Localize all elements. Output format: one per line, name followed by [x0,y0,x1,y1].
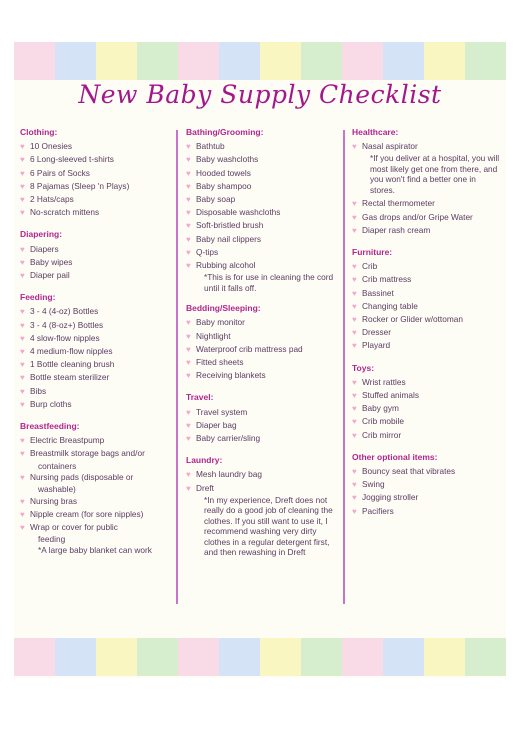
stripe-block [301,638,342,676]
item-label: Mesh laundry bag [196,469,262,480]
heart-bullet-icon: ♥ [352,430,357,440]
section-title: Healthcare: [352,127,399,137]
checklist-item [186,167,334,180]
section-title: Laundry: [186,455,223,466]
checklist-item [352,465,502,478]
checklist-item [352,140,502,153]
item-label: Changing table [362,300,418,311]
item-label: 6 Long-sleeved t-shirts [30,154,114,165]
section-title: Other optional items: [352,451,438,462]
heart-bullet-icon: ♥ [352,315,357,325]
checklist-item [186,316,334,329]
item-label: Rubbing alcohol [196,260,256,271]
heart-bullet-icon: ♥ [186,371,191,381]
heart-bullet-icon: ♥ [352,288,357,298]
heart-bullet-icon: ♥ [20,360,25,370]
heart-bullet-icon: ♥ [20,510,25,520]
item-label: 3 - 4 (4-oz) Bottles [30,306,99,317]
heart-bullet-icon: ♥ [352,391,357,401]
checklist-section [352,126,502,237]
checklist-item [186,153,334,166]
item-label: Jogging stroller [362,492,419,503]
heart-bullet-icon: ♥ [20,320,25,330]
checklist-section [186,391,334,445]
checklist-item [186,432,334,445]
checklist-section [186,126,334,293]
item-label: Swing [362,479,385,490]
heart-bullet-icon: ♥ [352,506,357,516]
stripe-block [96,42,137,80]
heart-bullet-icon: ♥ [352,199,357,209]
item-label: Baby washcloths [196,154,259,165]
checklist-item [20,332,168,345]
item-continuation: containers [38,460,77,471]
checklist-item [20,305,168,318]
checklist-item [186,140,334,153]
stripe-block [219,638,260,676]
item-label: Baby gym [362,403,399,414]
item-label: Bouncy seat that vibrates [362,466,456,477]
column-1 [20,126,168,564]
heart-bullet-icon: ♥ [352,212,357,222]
stripe-block [14,638,55,676]
item-label: Gas drops and/or Gripe Water [362,211,473,222]
checklist-item [20,385,168,398]
checklist-item [352,326,502,339]
checklist-item [352,211,502,224]
heart-bullet-icon: ♥ [20,333,25,343]
checklist-item [20,508,168,521]
stripe-block [383,638,424,676]
heart-bullet-icon: ♥ [186,358,191,368]
item-label: Breastmilk storage bags and/or [30,448,145,459]
checklist-item [186,219,334,232]
heart-bullet-icon: ♥ [352,301,357,311]
checklist-item [352,478,502,491]
checklist-item [352,389,502,402]
checklist-section [20,126,168,219]
heart-bullet-icon: ♥ [186,155,191,165]
heart-bullet-icon: ♥ [186,331,191,341]
heart-bullet-icon: ♥ [186,483,191,493]
heart-bullet-icon: ♥ [352,493,357,503]
section-title: Toys: [352,362,375,373]
checklist-item [20,180,168,193]
checklist-item [352,429,502,442]
heart-bullet-icon: ♥ [352,262,357,272]
checklist-item [352,287,502,300]
heart-bullet-icon: ♥ [20,271,25,281]
item-label: Crib mirror [362,429,402,440]
checklist-section [20,291,168,411]
item-label: 10 Onesies [30,141,72,152]
stripe-block [424,638,465,676]
checklist-item [186,259,334,272]
bottom-color-stripe [14,638,506,676]
checklist-item [186,330,334,343]
heart-bullet-icon: ♥ [186,261,191,271]
checklist-item [20,434,168,447]
checklist-item [20,471,168,484]
item-label: Bassinet [362,287,394,298]
item-label: Stuffed animals [362,390,420,401]
item-label: Wrap or cover for public [30,522,118,533]
checklist-section [186,454,334,558]
checklist-item [186,406,334,419]
section-title: Furniture: [352,247,393,258]
heart-bullet-icon: ♥ [20,142,25,152]
checklist-item [20,398,168,411]
checklist-item [20,371,168,384]
item-label: Disposable washcloths [196,207,281,218]
item-label: Baby nail clippers [196,233,262,244]
stripe-block [342,638,383,676]
item-continuation: washable) [38,484,76,495]
checklist-item [20,495,168,508]
heart-bullet-icon: ♥ [352,142,357,152]
checklist-item [352,260,502,273]
section-title: Clothing: [20,127,58,137]
heart-bullet-icon: ♥ [352,480,357,490]
checklist-item [20,521,168,534]
item-label: Rectal thermometer [362,198,435,209]
item-label: Diaper pail [30,270,70,281]
heart-bullet-icon: ♥ [20,257,25,267]
stripe-block [219,42,260,80]
heart-bullet-icon: ♥ [186,344,191,354]
stripe-block [424,42,465,80]
item-note: *If you deliver at a hospital, you will most likely get one from there, and you won't find a better one in stores. [370,153,500,195]
item-label: 1 Bottle cleaning brush [30,359,115,370]
checklist-item [186,468,334,481]
heart-bullet-icon: ♥ [186,407,191,417]
stripe-block [260,42,301,80]
column-3 [352,126,502,527]
checklist-item [20,358,168,371]
heart-bullet-icon: ♥ [186,168,191,178]
checklist-item [352,402,502,415]
item-label: Nightlight [196,330,231,341]
heart-bullet-icon: ♥ [20,373,25,383]
checklist-item [20,319,168,332]
item-note: *This is for use in cleaning the cord until it falls off. [204,272,334,293]
heart-bullet-icon: ♥ [20,473,25,483]
checklist-item [352,300,502,313]
checklist-item [352,376,502,389]
checklist-section [186,302,334,382]
stripe-block [465,42,506,80]
heart-bullet-icon: ♥ [186,318,191,328]
checklist-item [20,167,168,180]
item-label: Nipple cream (for sore nipples) [30,509,144,520]
checklist-item [20,206,168,219]
section-title: Bathing/Grooming: [186,127,264,137]
stripe-block [96,638,137,676]
item-label: No-scratch mittens [30,207,100,218]
heart-bullet-icon: ♥ [20,168,25,178]
heart-bullet-icon: ♥ [20,449,25,459]
item-label: Baby carrier/sling [196,433,261,444]
checklist-item [186,369,334,382]
column-divider [343,130,345,604]
section-title: Bedding/Sleeping: [186,303,261,314]
item-label: Crib mattress [362,274,412,285]
stripe-block [342,42,383,80]
stripe-block [55,638,96,676]
checklist-item [186,343,334,356]
checklist-item [352,415,502,428]
column-2 [186,126,334,567]
heart-bullet-icon: ♥ [20,307,25,317]
heart-bullet-icon: ♥ [186,195,191,205]
heart-bullet-icon: ♥ [186,181,191,191]
heart-bullet-icon: ♥ [20,399,25,409]
heart-bullet-icon: ♥ [20,523,25,533]
heart-bullet-icon: ♥ [352,225,357,235]
checklist-section [352,451,502,518]
item-label: Crib [362,261,378,272]
stripe-block [137,42,178,80]
heart-bullet-icon: ♥ [352,467,357,477]
checklist-item [186,419,334,432]
checklist-item [186,233,334,246]
stripe-block [55,42,96,80]
item-label: Nasal aspirator [362,141,418,152]
item-label: Waterproof crib mattress pad [196,343,303,354]
heart-bullet-icon: ♥ [20,155,25,165]
item-label: Q-tips [196,246,219,257]
stripe-block [260,638,301,676]
item-label: Soft-bristled brush [196,220,264,231]
item-label: Baby monitor [196,317,245,328]
checklist-section [20,420,168,555]
item-label: Diaper rash cream [362,224,431,235]
checklist-item [20,345,168,358]
heart-bullet-icon: ♥ [186,208,191,218]
checklist-item [20,256,168,269]
item-label: Fitted sheets [196,357,244,368]
item-label: 6 Pairs of Socks [30,167,90,178]
checklist-item [352,273,502,286]
checklist-item [20,140,168,153]
checklist-item [186,482,334,495]
item-label: 4 medium-flow nipples [30,346,113,357]
checklist-section [20,228,168,282]
heart-bullet-icon: ♥ [352,417,357,427]
checklist-item [20,193,168,206]
heart-bullet-icon: ♥ [186,234,191,244]
heart-bullet-icon: ♥ [352,404,357,414]
checklist-item [20,447,168,460]
checklist-item [352,224,502,237]
heart-bullet-icon: ♥ [186,470,191,480]
item-label: Bathtub [196,141,225,152]
checklist-item [186,180,334,193]
section-title: Travel: [186,392,214,403]
checklist-item [20,153,168,166]
heart-bullet-icon: ♥ [20,208,25,218]
page-title: New Baby Supply Checklist [78,80,442,109]
item-label: Diaper bag [196,419,237,430]
checklist-section [352,246,502,353]
heart-bullet-icon: ♥ [20,436,25,446]
heart-bullet-icon: ♥ [20,386,25,396]
checklist-item [20,269,168,282]
item-label: Nursing bras [30,495,78,506]
heart-bullet-icon: ♥ [352,328,357,338]
checklist-item [352,505,502,518]
item-label: Baby shampoo [196,180,252,191]
item-label: Pacifiers [362,505,394,516]
heart-bullet-icon: ♥ [20,195,25,205]
item-label: Bibs [30,385,47,396]
item-label: Playard [362,340,391,351]
checklist-item [352,313,502,326]
item-label: Dresser [362,327,392,338]
checklist-item [186,356,334,369]
section-title: Breastfeeding: [20,421,80,432]
stripe-block [301,42,342,80]
stripe-block [465,638,506,676]
item-note: *A large baby blanket can work [38,544,152,555]
stripe-block [178,42,219,80]
item-label: Nursing pads (disposable or [30,472,134,483]
heart-bullet-icon: ♥ [186,434,191,444]
section-title: Diapering: [20,229,63,240]
heart-bullet-icon: ♥ [186,142,191,152]
heart-bullet-icon: ♥ [20,496,25,506]
stripe-block [137,638,178,676]
stripe-block [14,42,55,80]
item-label: Baby soap [196,194,236,205]
item-label: 8 Pajamas (Sleep 'n Plays) [30,180,130,191]
heart-bullet-icon: ♥ [352,341,357,351]
heart-bullet-icon: ♥ [20,347,25,357]
heart-bullet-icon: ♥ [352,275,357,285]
top-color-stripe [14,42,506,80]
section-title: Feeding: [20,292,56,303]
heart-bullet-icon: ♥ [20,244,25,254]
item-label: Crib mobile [362,416,404,427]
column-divider [176,130,178,604]
checklist-item [186,206,334,219]
item-label: 4 slow-flow nipples [30,332,100,343]
heart-bullet-icon: ♥ [186,247,191,257]
checklist-item [20,243,168,256]
checklist-item [352,197,502,210]
item-label: Diapers [30,243,59,254]
item-label: Travel system [196,406,248,417]
heart-bullet-icon: ♥ [20,181,25,191]
item-label: Hooded towels [196,167,251,178]
stripe-block [178,638,219,676]
checklist-item [352,339,502,352]
item-note: *In my experience, Dreft does not really do a good job of cleaning the clothes. If you still want to use it, I recommend washing very dirty clothes in a regular detergent first, and then rewashing in Dreft [204,494,333,558]
item-label: Receiving blankets [196,370,266,381]
item-label: Electric Breastpump [30,435,105,446]
item-label: Wrist rattles [362,376,406,387]
item-label: Burp cloths [30,398,72,409]
item-label: 2 Hats/caps [30,194,74,205]
item-continuation: feeding [38,534,66,545]
checklist-section [352,362,502,442]
item-label: Dreft [196,482,214,493]
item-label: Bottle steam sterilizer [30,372,110,383]
heart-bullet-icon: ♥ [186,221,191,231]
stripe-block [383,42,424,80]
item-label: 3 - 4 (8-oz+) Bottles [30,319,104,330]
heart-bullet-icon: ♥ [186,420,191,430]
item-label: Rocker or Glider w/ottoman [362,314,463,325]
checklist-item [186,193,334,206]
item-label: Baby wipes [30,256,73,267]
checklist-item [186,246,334,259]
checklist-item [352,491,502,504]
heart-bullet-icon: ♥ [352,377,357,387]
